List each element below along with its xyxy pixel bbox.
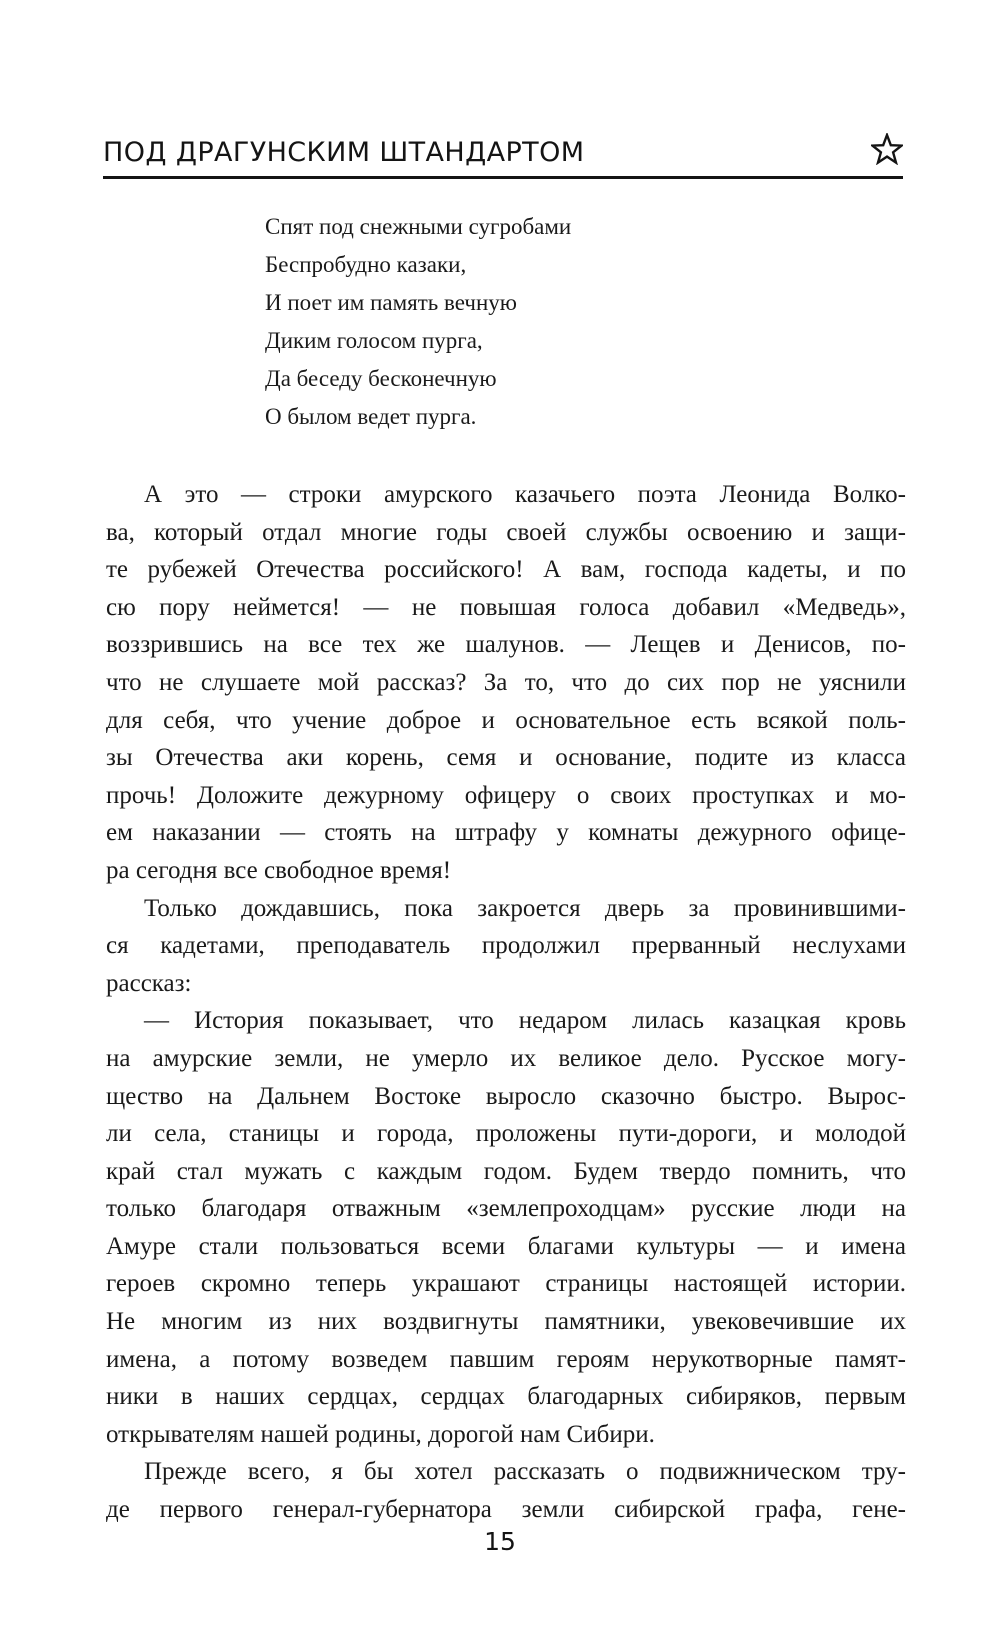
poem-line: Да беседу бесконечную [265, 366, 497, 391]
text-line: — История показывает, что недаром лилась казацкая кровь [144, 1007, 906, 1035]
text-line: воззрившись на все тех же шалунов. — Лещев и Денисов, по- [106, 631, 906, 659]
text-line: те рубежей Отечества российского! А вам, господа кадеты, и по [106, 556, 906, 584]
text-line: ли села, станицы и города, проложены пути-дороги, и молодой [106, 1120, 906, 1148]
text-line: что не слушаете мой рассказ? За то, что до сих пор не уяснили [106, 668, 906, 696]
running-header [103, 133, 903, 179]
poem-line: О былом ведет пурга. [265, 404, 477, 429]
text-line: сю пору неймется! — не повышая голоса добавил «Медведь», [106, 593, 906, 621]
text-line: Только дождавшись, пока закроется дверь за провинившими- [144, 894, 906, 922]
text-line: щество на Дальнем Востоке выросло сказочно быстро. Вырос- [106, 1082, 906, 1110]
poem-stanza [265, 208, 571, 436]
text-line: для себя, что учение доброе и основательное есть всякой поль- [106, 706, 906, 734]
text-line: только благодаря отважным «землепроходцам» русские люди на [106, 1195, 906, 1223]
text-line: ра сегодня все свободное время! [106, 856, 452, 884]
text-line: рассказ: [106, 969, 192, 997]
text-line: ники в наших сердцах, сердцах благодарных сибиряков, первым [106, 1383, 906, 1411]
text-line: край стал мужать с каждым годом. Будем твердо помнить, что [106, 1157, 906, 1185]
text-line: прочь! Доложите дежурному офицеру о своих проступках и мо- [106, 781, 906, 809]
poem-line: Диким голосом пурга, [265, 328, 483, 353]
text-line: А это — строки амурского казачьего поэта Леонида Волко- [144, 481, 906, 508]
text-line: ва, который отдал многие годы своей службы освоению и защи- [106, 518, 906, 546]
poem-line: И поет им память вечную [265, 290, 517, 315]
star-outline-icon [871, 133, 903, 165]
text-line: ем наказании — стоять на штрафу у комнаты дежурного офице- [106, 819, 906, 847]
text-line: на амурские земли, не умерло их великое дело. Русское могу- [106, 1044, 906, 1072]
text-line: имена, а потому возведем павшим героям нерукотворные памят- [106, 1345, 906, 1373]
text-line: Прежде всего, я бы хотел рассказать о подвижническом тру- [144, 1458, 906, 1486]
poem-line: Спят под снежными сугробами [265, 214, 572, 239]
body-text [106, 476, 906, 1529]
running-title: ПОД ДРАГУНСКИМ ШТАНДАРТОМ [103, 137, 585, 168]
header-rule [103, 176, 903, 179]
text-line: открывателям нашей родины, дорогой нам Сибири. [106, 1420, 655, 1448]
text-line: Амуре стали пользоваться всеми благами культуры — и имена [106, 1232, 906, 1260]
text-line: зы Отечества аки корень, семя и основание, подите из класса [106, 744, 906, 772]
text-line: героев скромно теперь украшают страницы настоящей истории. [106, 1270, 906, 1298]
poem-line: Беспробудно казаки, [265, 252, 467, 277]
page-number: 15 [484, 1527, 516, 1556]
text-line: де первого генерал-губернатора земли сибирской графа, гене- [106, 1496, 906, 1524]
text-line: ся кадетами, преподаватель продолжил прерванный неслухами [106, 932, 906, 960]
text-line: Не многим из них воздвигнуты памятники, увековечившие их [106, 1308, 906, 1336]
